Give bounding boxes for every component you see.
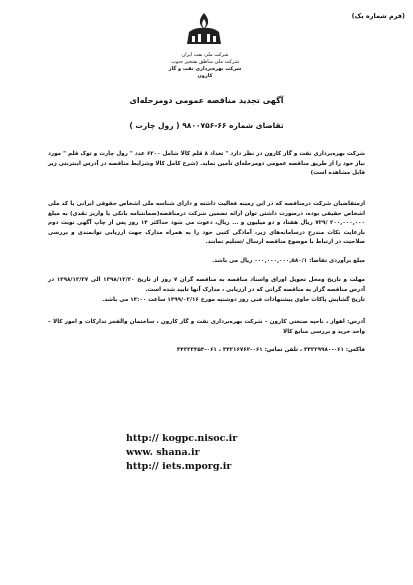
website-link[interactable]: http:// iets.mporg.ir [126, 461, 232, 472]
company-logo [181, 10, 227, 48]
company-line: شرکت ملی مناطق نفتخیز جنوب [171, 59, 239, 65]
company-line: شرکت ملی نفت ایران [181, 52, 229, 58]
contact-paragraph: فاکس: ۰۶۱-۳۴۲۲۹۹۸۰ ، تلفن تماس: ۰۶۱-۳۴۲۱۶۷۶۲ ، ۰۶۱-۳۴۲۲۳۳۵۳ [176, 347, 365, 353]
website-list [126, 432, 288, 474]
website-link[interactable]: www. shana.ir [126, 447, 200, 458]
ad-title: آگهی تجدید مناقصه عمومی دومرحله‌ای [129, 96, 284, 105]
form-number-label: (فرم شماره یک) [351, 12, 405, 20]
invitation-paragraph: ازمتقاضیان شرکت درمناقصه که در این زمینه فعالیت داشته و دارای شناسه ملی اشخاص حقوقی ایرانی یا کد ملی اشخاص حقیقی بوده، درصورت داشتن توان ارائه تضمین شرکت درمناقصه(ضمانتنامه بانکی یا واریز نقدی) به مبلغ ۲۰۰,۰۰۰,۰۰۰ /۷۲۹ ریال هفتاد و دو میلیون و ... ریال، دعوت می شود حداکثر ۱۴ روز پس از چاپ آگهی نوبت دوم بارعایت نکات مندرج درسامانه‌های زیر، آمادگی کتبی خود را به همراه مدارک جهت ارزیابی توانمندی و بررسی صلاحیت در ارتباط با موضوع مناقصه ارسال /تسلیم نمایند. [48, 201, 365, 245]
intro-paragraph: شرکت بهره‌برداری نفت و گاز کارون در نظر دارد " تعداد ۸ قلم کالا شامل ۶۲۰۰ عدد " رول چارت و توک قلم " مورد نیاز خود را از طریق مناقصه عمومی دومرحله‌ای تأمین نماید. (شرح کامل کالا وشرایط مناقصه در آدرس اینترنتی زیر قابل مشاهده است) [48, 151, 366, 176]
estimate-paragraph: مبلغ برآوردی تقاضا: ۰۰۰,۰۰۰,۰۰۰,۵۸۰/۱ ریال می باشد. [212, 258, 365, 264]
company-line: شرکت بهره‌برداری نفت و گاز [168, 66, 242, 72]
tender-number: تقاضای شماره ۶۶-۹۸۰۰۷۵۶ ( رول چارت ) [129, 121, 284, 130]
address-paragraph: آدرس: اهواز ، ناحیه صنعتی کارون – شرکت بهره‌برداری نفت و گاز کارون ، ساختمان والفجر تدارکات و امور کالا – واحد خرید و بررسی منابع کالا [48, 319, 365, 335]
company-name-block [150, 52, 260, 80]
opening-date-paragraph: تاریخ گشایش پاکات حاوی پیشنهادات فنی روز دوشنبه مورخ ۱۳۹۹/۰۲/۱۶ ساعت ۱۴:۰۰ می باشد. [102, 297, 365, 303]
website-link[interactable]: http:// kogpc.nisoc.ir [126, 433, 238, 444]
company-line: کارون [197, 73, 213, 79]
deadline-paragraph: مهلت و تاریخ ومحل تحویل اوراق واسناد مناقصه به مناقصه گران ۷ روز از تاریخ ۱۳۹۸/۱۲/۲۰ الی ۱۳۹۸/۱۲/۲۷ در آدرس مناقصه گزار به مناقصه گرانی که در ارزیابی ، مدارک آنها تایید شده است. [48, 277, 365, 293]
